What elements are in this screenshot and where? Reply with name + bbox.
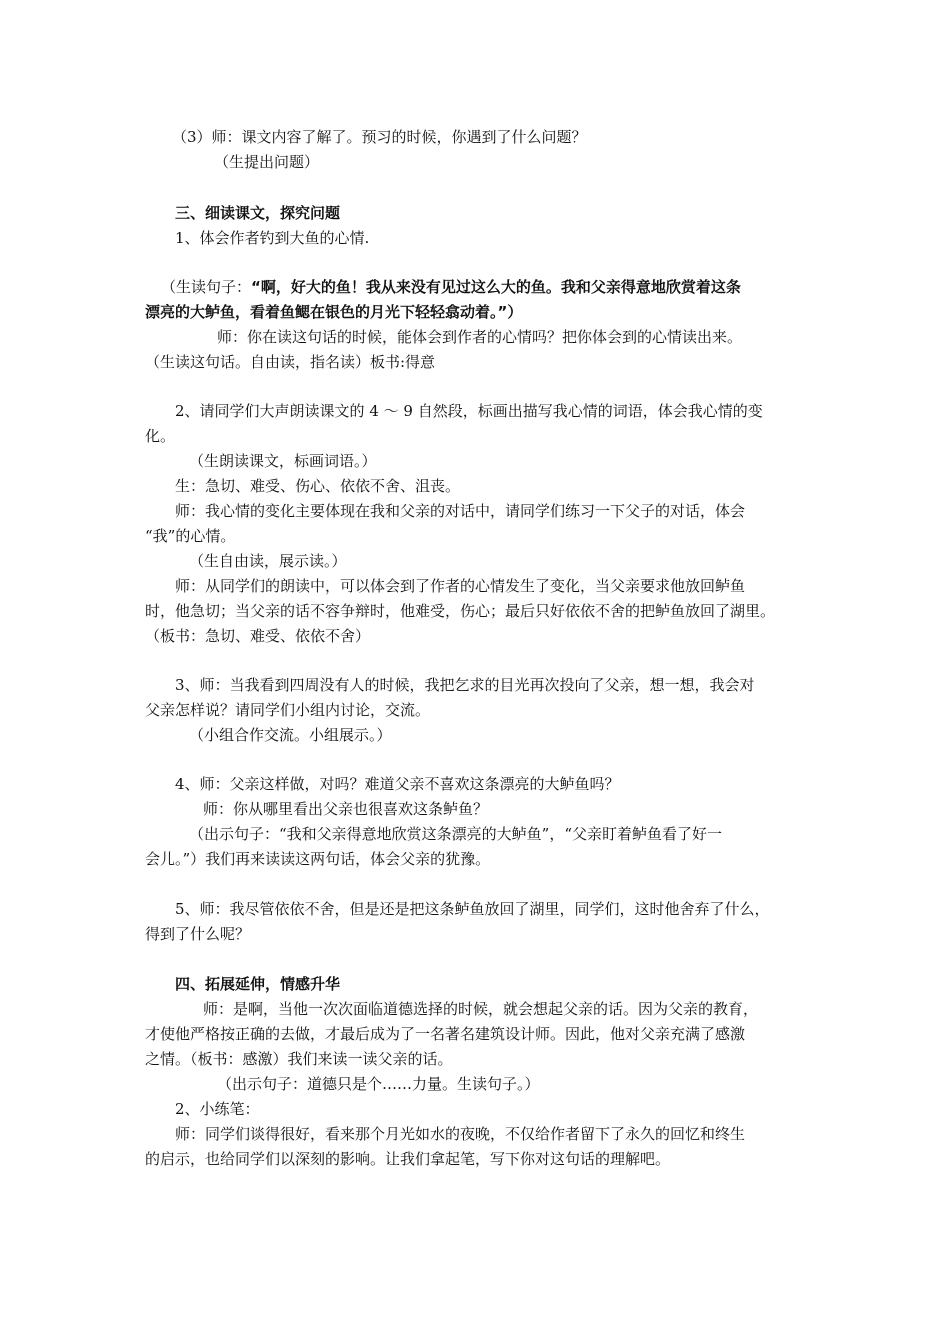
paragraph-line: 5、师：我尽管依依不舍，但是还是把这条鲈鱼放回了湖里，同学们，这时他舍弃了什么， xyxy=(175,900,770,918)
paragraph-line: 之情。（板书：感激）我们来读一读父亲的话。 xyxy=(145,1050,453,1068)
section-heading-3: 三、细读课文，探究问题 xyxy=(175,204,341,222)
quote-bold: “啊，好大的鱼！我从来没有见过这么大的鱼。我和父亲得意地欣赏着这条 xyxy=(251,278,741,296)
paragraph-line: 师：是啊，当他一次次面临道德选择的时候，就会想起父亲的话。因为父亲的教育， xyxy=(203,1000,759,1018)
paragraph-line: 师：从同学们的朗读中，可以体会到了作者的心情发生了变化，当父亲要求他放回鲈鱼 xyxy=(175,577,746,595)
paragraph-line: 会儿。”）我们再来读读这两句话，体会父亲的犹豫。 xyxy=(145,850,491,868)
paragraph-line: 得到了什么呢？ xyxy=(145,925,251,943)
paragraph-line: 师：你在读这句话的时候，能体会到作者的心情吗？把你体会到的心情读出来。 xyxy=(217,328,743,346)
paragraph-line: 师：同学们谈得很好，看来那个月光如水的夜晚，不仅给作者留下了永久的回忆和终生 xyxy=(175,1125,746,1143)
quote-line xyxy=(161,276,741,298)
paragraph-line: 2、小练笔： xyxy=(175,1100,260,1118)
paragraph-line: 才使他严格按正确的去做，才最后成为了一名著名建筑设计师。因此，他对父亲充满了感激 xyxy=(145,1025,746,1043)
paragraph-line: （出示句子：道德只是个……力量。生读句子。） xyxy=(217,1075,540,1093)
paragraph-line: （生提出问题） xyxy=(214,153,320,171)
paragraph-line: 父亲怎样说？请同学们小组内讨论，交流。 xyxy=(145,701,431,719)
paragraph-line: 1、体会作者钓到大鱼的心情. xyxy=(175,229,370,247)
paragraph-line: （生朗读课文，标画词语。） xyxy=(189,452,377,470)
paragraph-line: （板书：急切、难受、依依不舍） xyxy=(145,627,371,645)
paragraph-line: 4、师：父亲这样做，对吗？难道父亲不喜欢这条漂亮的大鲈鱼吗？ xyxy=(175,775,620,793)
paragraph-line: “我”的心情。 xyxy=(145,527,236,545)
paragraph-line: 师：你从哪里看出父亲也很喜欢这条鲈鱼？ xyxy=(203,800,489,818)
paragraph-line: （生读这句话。自由读，指名读）板书:得意 xyxy=(145,353,436,371)
paragraph-line: 化。 xyxy=(145,427,176,445)
quote-line-bold: 漂亮的大鲈鱼，看着鱼鳃在银色的月光下轻轻翕动着。”） xyxy=(145,303,523,321)
paragraph-line: （生自由读，展示读。） xyxy=(189,552,347,570)
paragraph-line: 生：急切、难受、伤心、依依不舍、沮丧。 xyxy=(175,477,461,495)
paragraph-line: 2、请同学们大声朗读课文的 4 ～ 9 自然段，标画出描写我心情的词语，体会我心情的变 xyxy=(175,402,763,420)
quote-prefix: （生读句子： xyxy=(161,278,252,296)
section-heading-4: 四、拓展延伸，情感升华 xyxy=(175,975,341,993)
paragraph-line: 时，他急切；当父亲的话不容争辩时，他难受，伤心；最后只好依依不舍的把鲈鱼放回了湖里。 xyxy=(145,602,776,620)
paragraph-line: 的启示，也给同学们以深刻的影响。让我们拿起笔，写下你对这句话的理解吧。 xyxy=(145,1150,671,1168)
paragraph-line: 3、师：当我看到四周没有人的时候，我把乞求的目光再次投向了父亲，想一想，我会对 xyxy=(175,676,755,694)
paragraph-line: 师：我心情的变化主要体现在我和父亲的对话中，请同学们练习一下父子的对话，体会 xyxy=(175,502,746,520)
paragraph-line: （出示句子：“我和父亲得意地欣赏这条漂亮的大鲈鱼”，“父亲盯着鲈鱼看了好一 xyxy=(189,825,723,843)
paragraph-line: （小组合作交流。小组展示。） xyxy=(189,726,392,744)
paragraph-line: （3）师：课文内容了解了。预习的时候，你遇到了什么问题？ xyxy=(172,128,587,146)
